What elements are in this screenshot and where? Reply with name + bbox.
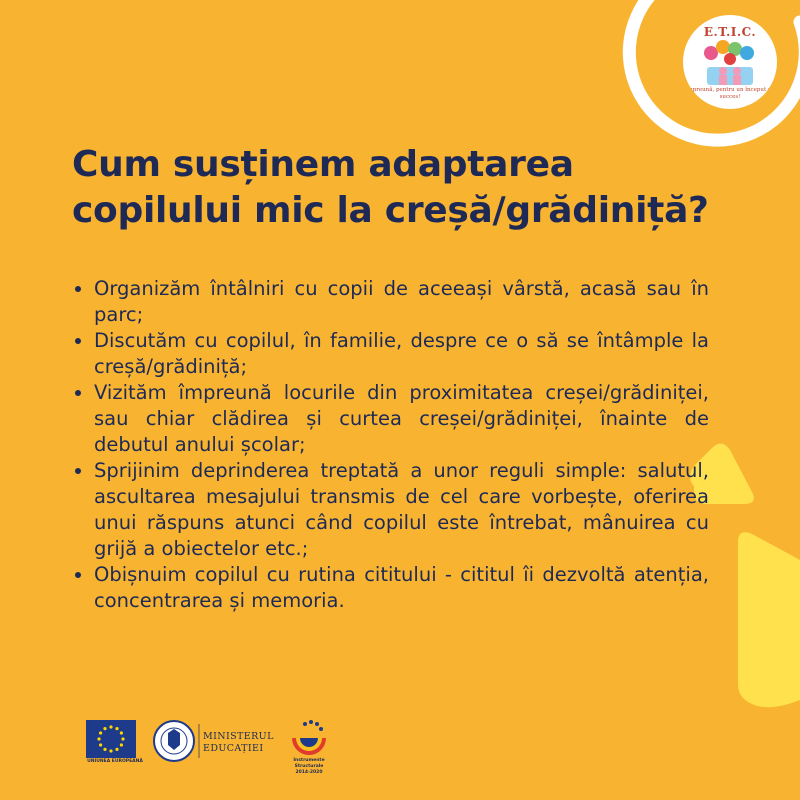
list-item: • Sprijinim deprinderea treptată a unor reguli simple: salutul, ascultarea mesajului transmis de cel care vorbește, oferirea unui răspuns atunci când copilul este întrebat, mânuirea cu grijă a obiectelor etc.; bbox=[94, 458, 709, 562]
is-caption-line-1: Instrumente Structurale bbox=[293, 758, 325, 769]
title-line-2: copilului mic la creșă/grădiniță? bbox=[72, 190, 709, 231]
etic-logo-tagline: Împreună, pentru un început de succes! bbox=[685, 87, 775, 100]
is-caption-line-2: 2014-2020 bbox=[295, 770, 323, 775]
etic-logo bbox=[683, 15, 777, 109]
ministry-name bbox=[203, 731, 274, 755]
structural-instruments-caption bbox=[279, 758, 339, 776]
ministry-line-1: MINISTERUL bbox=[203, 731, 274, 742]
etic-logo-name: E.T.I.C. bbox=[703, 25, 757, 39]
tips-list bbox=[64, 276, 709, 614]
decorative-triangle-large bbox=[738, 532, 800, 707]
list-item: • Discutăm cu copilul, în familie, despre ce o să se întâmple la creșă/grădiniță; bbox=[94, 328, 709, 380]
eu-caption: UNIUNEA EUROPEANĂ bbox=[87, 759, 143, 764]
page-title bbox=[72, 142, 752, 234]
title-line-1: Cum susținem adaptarea bbox=[72, 144, 574, 185]
list-item: • Vizităm împreună locurile din proximitatea creșei/grădiniței, sau chiar clădirea și curtea creșei/grădiniței, înainte de debutul anului școlar; bbox=[94, 380, 709, 458]
list-item: • Organizăm întâlniri cu copii de aceeași vârstă, acasă sau în parc; bbox=[94, 276, 709, 328]
list-item: • Obișnuim copilul cu rutina cititului - cititul îi dezvoltă atenția, concentrarea și memoria. bbox=[94, 562, 709, 614]
ministry-line-2: EDUCAȚIEI bbox=[203, 743, 264, 754]
